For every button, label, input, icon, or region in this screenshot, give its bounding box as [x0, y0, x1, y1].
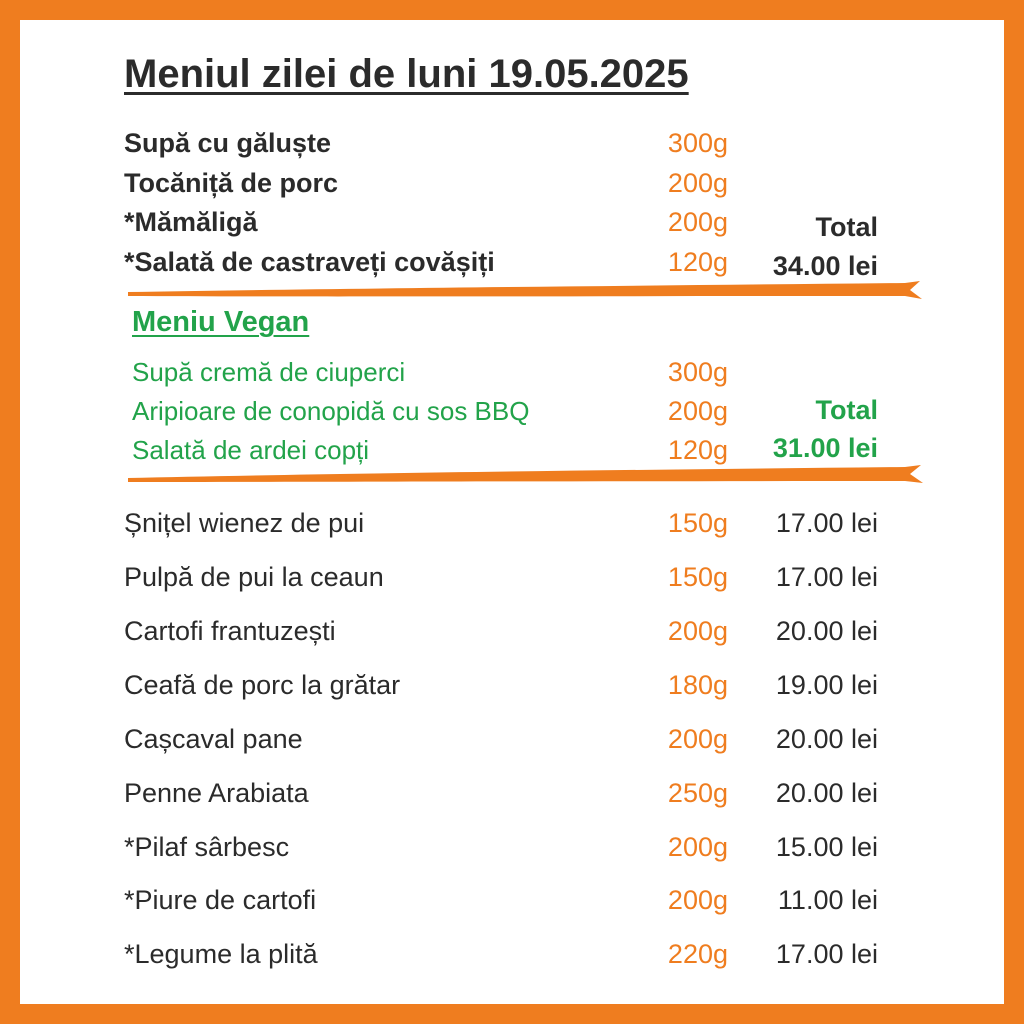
dish-name: Aripioare de conopidă cu sos BBQ: [132, 396, 530, 426]
vegan-heading: Meniu Vegan: [132, 306, 310, 338]
dish-name: *Pilaf sârbesc: [124, 832, 290, 862]
dish-quantity: 300g: [667, 357, 728, 387]
dish-name: Cașcaval pane: [124, 724, 303, 754]
dish-quantity: 200g: [667, 396, 728, 426]
dish-quantity: 120g: [667, 435, 728, 465]
dish-name: *Piure de cartofi: [124, 885, 317, 915]
dish-quantity: 220g: [667, 939, 728, 969]
dish-name: *Mămăligă: [124, 207, 258, 237]
dish-name: Șnițel wienez de pui: [124, 508, 365, 538]
dish-quantity: 150g: [667, 508, 728, 538]
dish-price: 17.00 lei: [775, 508, 878, 538]
dish-quantity: 300g: [667, 128, 728, 158]
dish-quantity: 120g: [667, 247, 728, 277]
dish-name: *Legume la plită: [124, 939, 318, 969]
dish-name: Tocăniță de porc: [124, 168, 339, 198]
dish-name: *Salată de castraveți covășiți: [124, 247, 495, 277]
dish-quantity: 200g: [667, 168, 728, 198]
page-title: Meniul zilei de luni 19.05.2025: [124, 52, 689, 96]
dish-quantity: 180g: [667, 670, 728, 700]
dish-name: Cartofi frantuzești: [124, 616, 336, 646]
vegan-total-label: Total: [815, 395, 878, 425]
vegan-total-price: 31.00 lei: [772, 433, 878, 463]
dish-price: 20.00 lei: [775, 616, 878, 646]
dish-price: 20.00 lei: [775, 724, 878, 754]
dish-name: Supă cremă de ciuperci: [132, 357, 406, 387]
dish-quantity: 150g: [667, 562, 728, 592]
dish-price: 20.00 lei: [775, 778, 878, 808]
dish-quantity: 200g: [667, 885, 728, 915]
dish-name: Supă cu găluște: [124, 128, 332, 158]
dish-quantity: 200g: [667, 207, 728, 237]
dish-name: Penne Arabiata: [124, 778, 309, 808]
dish-quantity: 200g: [667, 832, 728, 862]
dish-quantity: 200g: [667, 724, 728, 754]
dish-price: 15.00 lei: [775, 832, 878, 862]
daily-total-price: 34.00 lei: [772, 251, 878, 281]
dish-name: Pulpă de pui la ceaun: [124, 562, 384, 592]
dish-name: Salată de ardei copți: [132, 435, 370, 465]
dish-price: 17.00 lei: [775, 562, 878, 592]
dish-quantity: 250g: [667, 778, 728, 808]
daily-total-label: Total: [815, 212, 878, 242]
orange-divider-stroke: [0, 0, 1024, 500]
dish-price: 11.00 lei: [777, 885, 878, 915]
dish-quantity: 200g: [667, 616, 728, 646]
dish-price: 17.00 lei: [775, 939, 878, 969]
dish-name: Ceafă de porc la grătar: [124, 670, 401, 700]
dish-price: 19.00 lei: [775, 670, 878, 700]
